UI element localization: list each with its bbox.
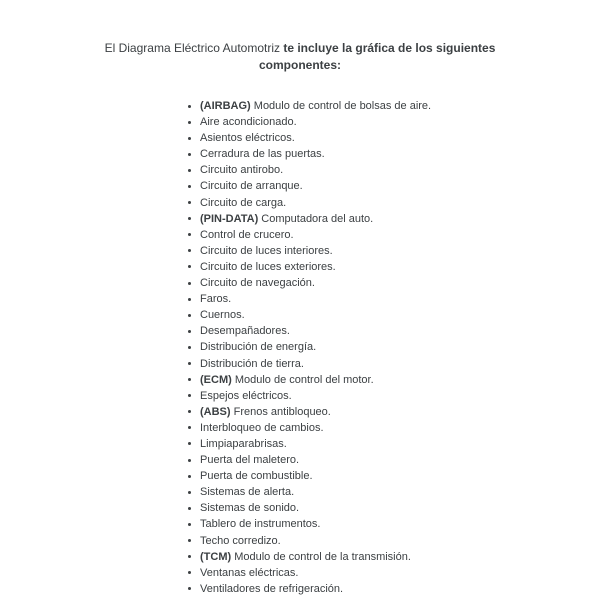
list-item: Interbloqueo de cambios. xyxy=(200,420,600,436)
list-item: Distribución de tierra. xyxy=(200,356,600,372)
list-item: Sistemas de sonido. xyxy=(200,500,600,516)
list-item: Circuito de arranque. xyxy=(200,178,600,194)
list-item-bold-prefix: (ABS) xyxy=(200,405,231,418)
list-item: Circuito de luces exteriores. xyxy=(200,259,600,275)
list-item: Sistemas de alerta. xyxy=(200,484,600,500)
list-item: Faros. xyxy=(200,291,600,307)
list-item: Circuito de luces interiores. xyxy=(200,243,600,259)
title-bold-part-line2: componentes: xyxy=(258,58,341,72)
list-item: Aire acondicionado. xyxy=(200,114,600,130)
list-item: Cuernos. xyxy=(200,307,600,323)
list-item: Desempañadores. xyxy=(200,323,600,339)
list-item: Espejos eléctricos. xyxy=(200,388,600,404)
list-item: Puerta del maletero. xyxy=(200,452,600,468)
list-item: Cerradura de las puertas. xyxy=(200,146,600,162)
list-item: Circuito de navegación. xyxy=(200,275,600,291)
list-item-bold-prefix: (TCM) xyxy=(200,550,232,563)
list-item: Distribución de energía. xyxy=(200,339,600,355)
list-item: Techo corredizo. xyxy=(200,533,600,549)
title-bold-part-line1: te incluye la gráfica de los siguientes xyxy=(283,41,496,55)
list-item: Ventanas eléctricas. xyxy=(200,565,600,581)
list-item: (ABS) Frenos antibloqueo. xyxy=(200,404,600,420)
list-item: (AIRBAG) Modulo de control de bolsas de aire. xyxy=(200,98,600,114)
list-item-bold-prefix: (PIN-DATA) xyxy=(200,212,259,225)
list-item: Asientos eléctricos. xyxy=(200,130,600,146)
list-item: Tablero de instrumentos. xyxy=(200,516,600,532)
list-item: Circuito de carga. xyxy=(200,195,600,211)
list-item: Limpiaparabrisas. xyxy=(200,436,600,452)
list-item: (TCM) Modulo de control de la transmisión. xyxy=(200,549,600,565)
list-item: Control de crucero. xyxy=(200,227,600,243)
list-item-bold-prefix: (AIRBAG) xyxy=(200,100,251,112)
title-normal-part: El Diagrama Eléctrico Automotriz xyxy=(104,41,284,55)
page-title xyxy=(90,0,510,74)
list-item: Puerta de combustible. xyxy=(200,468,600,484)
components-list xyxy=(200,98,600,597)
list-item-bold-prefix: (ECM) xyxy=(200,373,232,386)
list-item: Circuito antirobo. xyxy=(200,162,600,178)
list-item: (PIN-DATA) Computadora del auto. xyxy=(200,211,600,227)
list-item: Ventiladores de refrigeración. xyxy=(200,581,600,597)
list-item: (ECM) Modulo de control del motor. xyxy=(200,372,600,388)
